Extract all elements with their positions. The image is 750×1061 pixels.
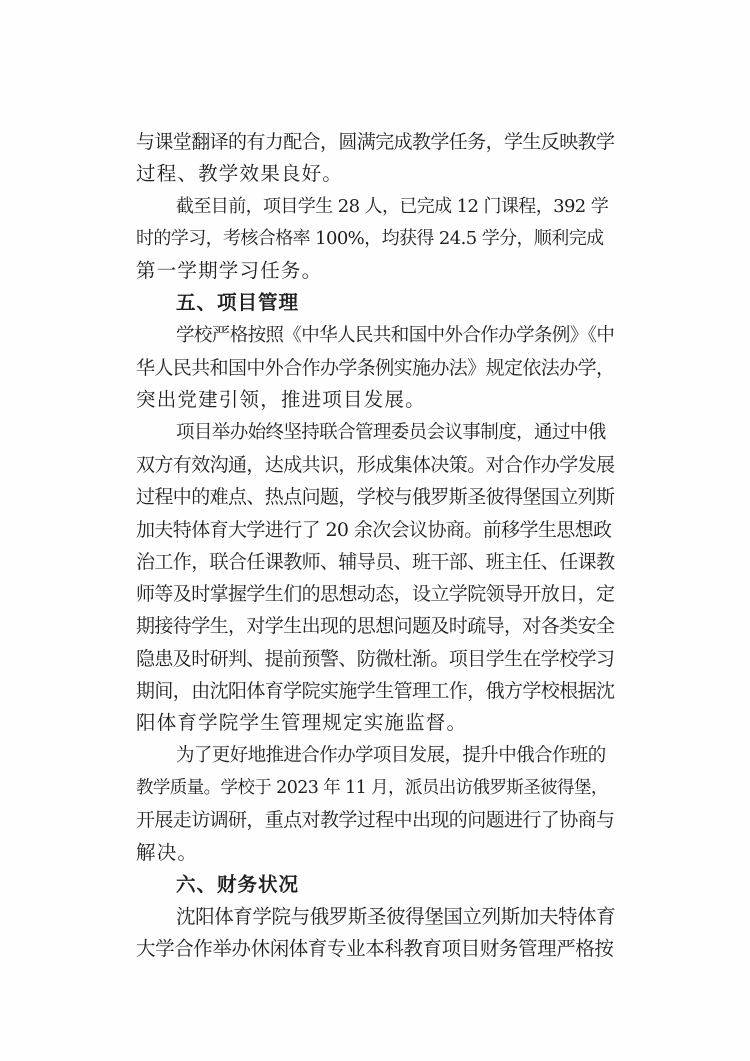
text-line: 开展走访调研，重点对教学过程中出现的问题进行了协商与 xyxy=(136,809,615,832)
paragraph-start-line: 截至目前，项目学生 28 人，已完成 12 门课程，392 学 xyxy=(176,195,609,217)
text-line: 过程中的难点、热点问题，学校与俄罗斯圣彼得堡国立列斯 xyxy=(136,486,615,509)
text-line: 加夫特体育大学进行了 20 余次会议协商。前移学生思想政 xyxy=(136,518,612,541)
text-line: 第一学期学习任务。 xyxy=(136,259,323,283)
paragraph-start-line: 项目举办始终坚持联合管理委员会议事制度，通过中俄 xyxy=(176,421,606,443)
text-line: 解决。 xyxy=(136,840,199,864)
text-line: 师等及时掌握学生们的思想动态，设立学院领导开放日，定 xyxy=(136,583,615,606)
text-line: 教学质量。学校于 2023 年 11 月，派员出访俄罗斯圣彼得堡， xyxy=(136,777,608,798)
document-body xyxy=(136,126,616,966)
text-line: 期间，由沈阳体育学院实施学生管理工作，俄方学校根据沈 xyxy=(136,680,615,703)
text-line: 华人民共和国中外合作办学条例实施办法》规定依法办学， xyxy=(136,357,615,380)
text-line: 过程、教学效果良好。 xyxy=(136,162,344,186)
paragraph-start-line: 沈阳体育学院与俄罗斯圣彼得堡国立列斯加夫特体育 xyxy=(176,905,616,929)
text-line: 阳体育学院学生管理规定实施监督。 xyxy=(136,711,468,735)
paragraph-start-line: 学校严格按照《中华人民共和国中外合作办学条例》《中 xyxy=(176,324,615,346)
text-line: 突出党建引领，推进项目发展。 xyxy=(136,388,426,412)
text-line: 时的学习，考核合格率 100%，均获得 24.5 学分，顺利完成 xyxy=(136,227,604,249)
text-line: 期接待学生，对学生出现的思想问题及时疏导，对各类安全 xyxy=(136,615,615,638)
paragraph-start-line: 为了更好地推进合作办学项目发展，提升中俄合作班的 xyxy=(176,744,606,766)
text-line: 隐患及时研判、提前预警、防微杜渐。项目学生在学校学习 xyxy=(136,647,615,670)
text-line: 与课堂翻译的有力配合，圆满完成教学任务，学生反映教学 xyxy=(136,131,615,153)
text-line: 双方有效沟通，达成共识，形成集体决策。对合作办学发展 xyxy=(136,453,615,476)
section-heading-project-management: 五、项目管理 xyxy=(176,291,300,315)
section-heading-financial-status: 六、财务状况 xyxy=(176,872,300,896)
text-line: 治工作，联合任课教师、辅导员、班干部、班主任、任课教 xyxy=(136,550,615,573)
text-line: 大学合作举办休闲体育专业本科教育项目财务管理严格按 xyxy=(136,937,614,961)
